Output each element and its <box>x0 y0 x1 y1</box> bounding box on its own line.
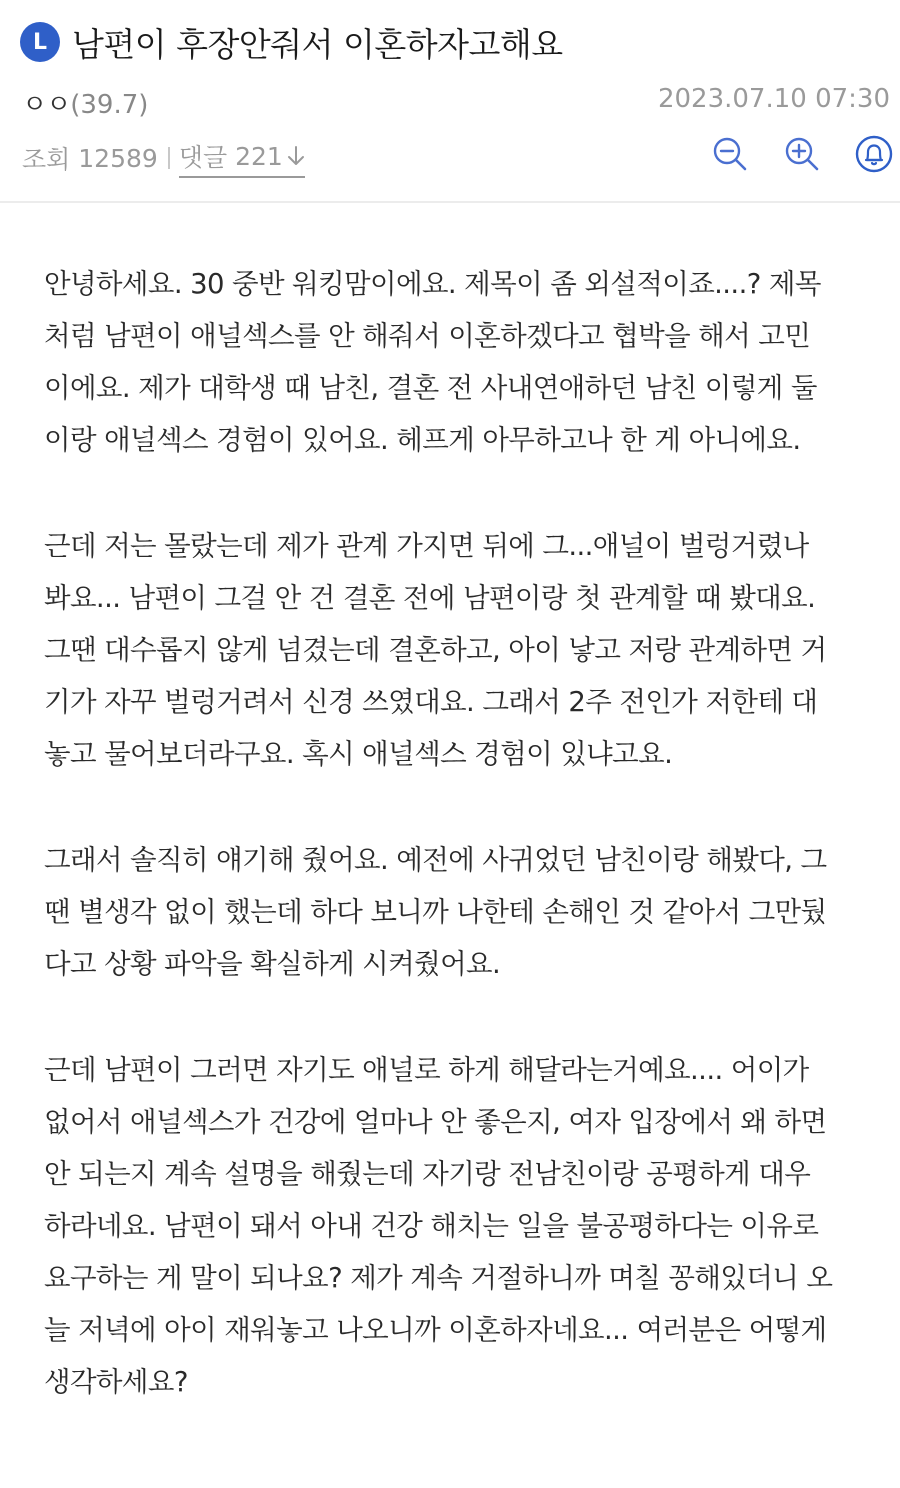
post-toolbar <box>678 134 894 174</box>
post-date: 2023.07.10 07:30 <box>657 84 890 114</box>
zoom-out-button[interactable] <box>710 134 750 174</box>
body-paragraph-4: 근데 남편이 그러면 자기도 애널로 하게 해달라는거예요.... 어이가 없어서 애널섹스가 건강에 얼마나 안 좋은지, 여자 입장에서 왜 하면 안 되는지 계속 설명을 해줬는데 자기랑 전남친이랑 공평하게 대우 하라네요. 남편이 돼서 아내 건강 해치는 일을 불공평하다는 이유로 요구하는 게 말이 되나요? 제가 계속 거절하니까 며칠 꽁해있더니 오 늘 저녁에 아이 재워놓고 나오니까 이혼하자네요... 여러분은 어떻게 생각하세요? <box>44 1054 833 1398</box>
post-title: 남편이 후장안줘서 이혼하자고해요 <box>72 24 563 64</box>
post-stats <box>22 138 305 178</box>
post-header <box>0 0 900 203</box>
comments-link[interactable] <box>179 138 305 178</box>
zoom-in-button[interactable] <box>782 134 822 174</box>
comments-count: 221 <box>235 141 283 171</box>
board-badge: L <box>20 22 60 62</box>
post-body <box>44 258 864 1462</box>
notify-button[interactable] <box>854 134 894 174</box>
stats-divider <box>168 147 170 169</box>
body-paragraph-2: 근데 저는 몰랐는데 제가 관계 가지면 뒤에 그...애널이 벌렁거렸나 봐요... 남편이 그걸 안 건 결혼 전에 남편이랑 첫 관계할 때 봤대요. 그땐 대수롭지 않게 넘겼는데 결혼하고, 아이 낳고 저랑 관계하면 거 기가 자꾸 벌렁거려서 신경 쓰였대요. 그래서 2주 전인가 저한테 대 놓고 물어보더라구요. 혹시 애널섹스 경험이 있냐고요. <box>44 530 827 770</box>
author-ip: (39.7) <box>70 90 149 120</box>
comments-label: 댓글 <box>178 143 228 172</box>
body-paragraph-1: 안녕하세요. 30 중반 워킹맘이에요. 제목이 좀 외설적이죠....? 제목 처럼 남편이 애널섹스를 안 해줘서 이혼하겠다고 협박을 해서 고민 이에요. 제가 대학생 때 남친, 결혼 전 사내연애하던 남친 이렇게 둘 이랑 애널섹스 경험이 있어요. 헤프게 아무하고나 한 게 아니에요. <box>44 268 821 456</box>
title-row <box>20 20 563 64</box>
zoom-out-icon <box>711 135 749 173</box>
views-label: 조회 <box>22 145 71 174</box>
zoom-in-icon <box>783 135 821 173</box>
author-nickname[interactable]: ㅇㅇ <box>22 90 71 120</box>
bell-icon <box>855 135 893 173</box>
views-count: 12589 <box>78 143 158 173</box>
body-paragraph-3: 그래서 솔직히 얘기해 줬어요. 예전에 사귀었던 남친이랑 해봤다, 그 땐 별생각 없이 했는데 하다 보니까 나한테 손해인 것 같아서 그만뒀 다고 상황 파악을 확실하게 시켜줬어요. <box>44 844 827 980</box>
arrow-down-icon <box>287 145 305 167</box>
author-info[interactable] <box>22 84 148 121</box>
